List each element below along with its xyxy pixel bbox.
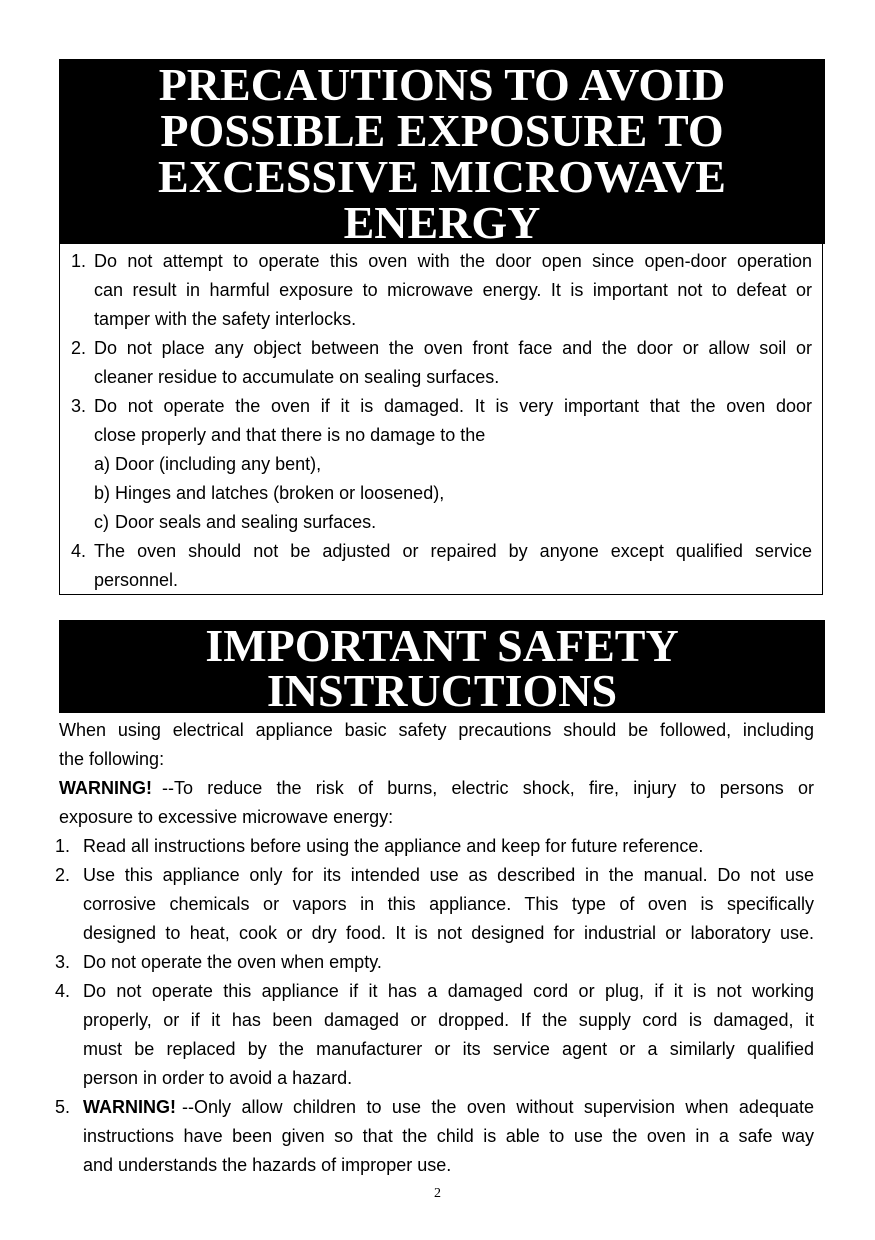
list-item-line: cleaner residue to accumulate on sealing surfaces. bbox=[94, 367, 500, 387]
list-item-line: can result in harmful exposure to microwave energy. It is important not to defeat or bbox=[94, 280, 812, 300]
sub-item-text: Hinges and latches (broken or loosened), bbox=[115, 483, 445, 503]
intro-line: the following: bbox=[59, 749, 165, 769]
list-item-number: 4. bbox=[71, 541, 87, 561]
list-item-line: must be replaced by the manufacturer or its service agent or a similarly qualified bbox=[83, 1039, 814, 1059]
list-item-number: 3. bbox=[55, 952, 71, 972]
list-item-line: corrosive chemicals or vapors in this appliance. This type of oven is specifically bbox=[83, 894, 814, 914]
list-item-line: Read all instructions before using the appliance and keep for future reference. bbox=[83, 836, 704, 856]
precautions-title-line: POSSIBLE EXPOSURE TO bbox=[160, 105, 724, 156]
list-item-line: properly, or if it has been damaged or dropped. If the supply cord is damaged, it bbox=[83, 1010, 814, 1030]
list-item-number: 1. bbox=[55, 836, 71, 856]
page-number: 2 bbox=[434, 1186, 441, 1201]
sub-item-letter: c) bbox=[94, 512, 109, 532]
list-item-line: person in order to avoid a hazard. bbox=[83, 1068, 353, 1088]
warning-line: --To reduce the risk of burns, electric shock, fire, injury to persons or bbox=[162, 778, 814, 798]
precautions-title-line: PRECAUTIONS TO AVOID bbox=[158, 59, 726, 110]
list-item-number: 2. bbox=[71, 338, 87, 358]
safety-title-line: IMPORTANT SAFETY bbox=[205, 620, 679, 671]
precautions-title bbox=[59, 59, 825, 248]
list-item-number: 2. bbox=[55, 865, 71, 885]
list-item-number: 5. bbox=[55, 1097, 71, 1117]
list-item-line: The oven should not be adjusted or repaired by anyone except qualified service bbox=[94, 541, 812, 561]
sub-item-letter: b) bbox=[94, 483, 111, 503]
safety-title-line: INSTRUCTIONS bbox=[266, 665, 618, 716]
list-item-line: --Only allow children to use the oven without supervision when adequate bbox=[182, 1097, 814, 1117]
sub-item-letter: a) bbox=[94, 454, 111, 474]
list-item-line: close properly and that there is no damage to the bbox=[94, 425, 486, 445]
list-item-number: 3. bbox=[71, 396, 87, 416]
list-item-line: instructions have been given so that the child is able to use the oven in a safe way bbox=[83, 1126, 814, 1146]
sub-item-text: Door seals and sealing surfaces. bbox=[115, 512, 377, 532]
safety-title bbox=[59, 620, 825, 716]
list-item-line: Do not operate the oven if it is damaged. It is very important that the oven door bbox=[94, 396, 812, 416]
list-item-line: and understands the hazards of improper use. bbox=[83, 1155, 452, 1175]
precautions-title-line: EXCESSIVE MICROWAVE bbox=[158, 151, 726, 202]
list-item-line: designed to heat, cook or dry food. It is not designed for industrial or laboratory use. bbox=[83, 923, 814, 943]
warning-label: WARNING! bbox=[59, 778, 152, 798]
list-item-line: tamper with the safety interlocks. bbox=[94, 309, 357, 329]
warning-label: WARNING! bbox=[83, 1097, 176, 1117]
precautions-title-line: ENERGY bbox=[343, 197, 541, 248]
list-item-line: Use this appliance only for its intended use as described in the manual. Do not use bbox=[83, 865, 814, 885]
list-item-number: 1. bbox=[71, 251, 87, 271]
list-item-line: Do not operate this appliance if it has a damaged cord or plug, if it is not working bbox=[83, 981, 814, 1001]
list-item-line: Do not operate the oven when empty. bbox=[83, 952, 382, 972]
sub-item-text: Door (including any bent), bbox=[115, 454, 322, 474]
intro-line: When using electrical appliance basic safety precautions should be followed, including bbox=[59, 720, 814, 740]
list-item-line: Do not attempt to operate this oven with the door open since open-door operation bbox=[94, 251, 812, 271]
list-item-line: Do not place any object between the oven front face and the door or allow soil or bbox=[94, 338, 812, 358]
warning-line: exposure to excessive microwave energy: bbox=[59, 807, 394, 827]
list-item-number: 4. bbox=[55, 981, 71, 1001]
list-item-line: personnel. bbox=[94, 570, 179, 590]
